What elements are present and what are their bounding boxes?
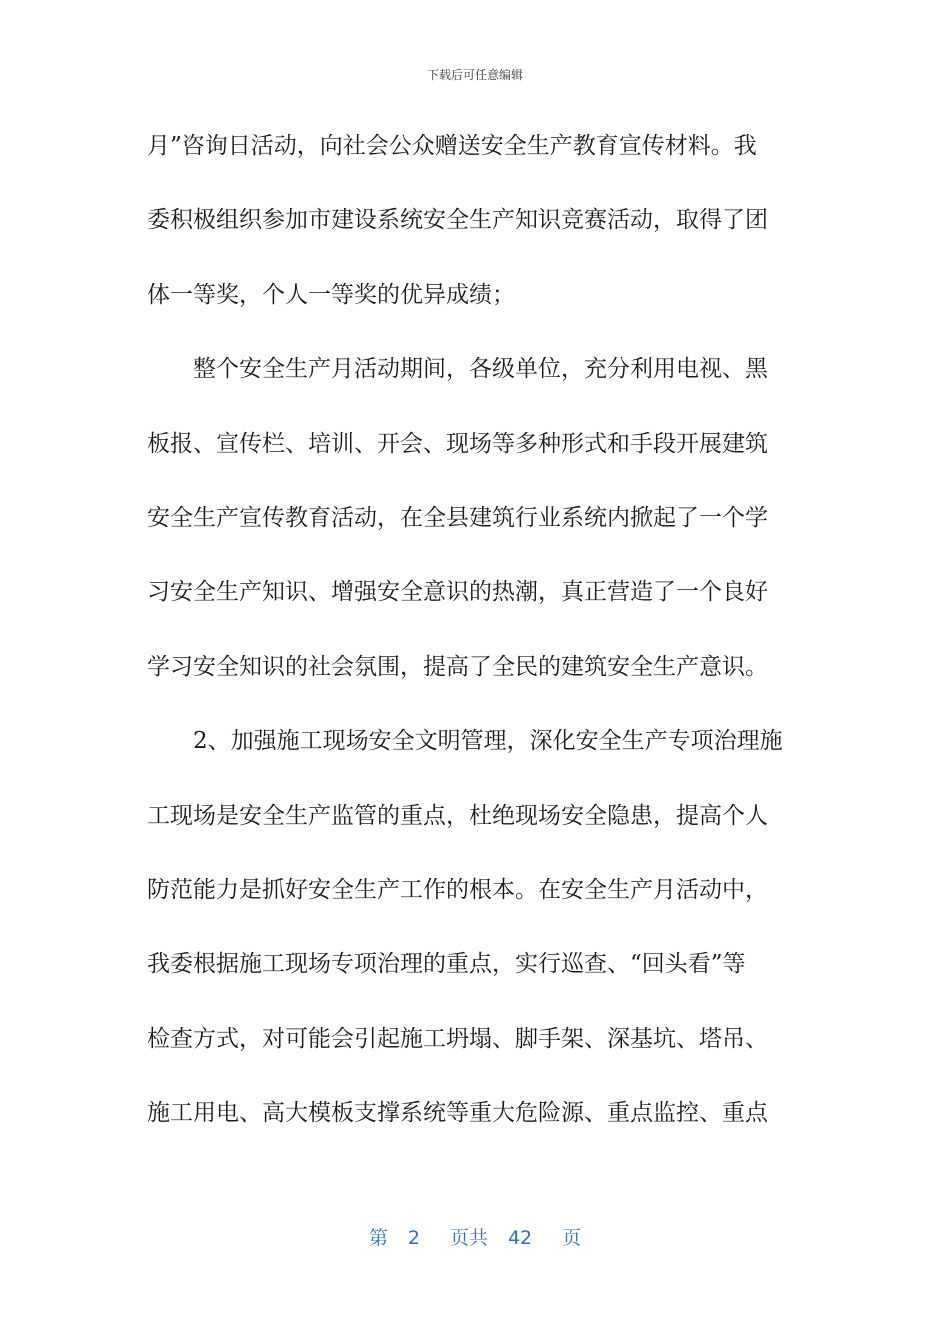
text-line-7: 习安全生产知识、增强安全意识的热潮，真正营造了一个良好 xyxy=(147,579,768,606)
text-line-10: 工现场是安全生产监管的重点，杜绝现场安全隐患，提高个人 xyxy=(147,802,768,829)
text-line-9: 2、加强施工现场安全文明管理，深化安全生产专项治理施 xyxy=(193,728,783,755)
page-header-note: 下载后可任意编辑 xyxy=(426,68,523,82)
text-line-11: 防范能力是抓好安全生产工作的根本。在安全生产月活动中， xyxy=(147,876,768,903)
text-line-12: 我委根据施工现场专项治理的重点，实行巡查、“回头看”等 xyxy=(147,951,746,978)
text-line-14: 施工用电、高大模板支撑系统等重大危险源、重点监控、重点 xyxy=(147,1100,768,1127)
text-line-1: 月”咨询日活动，向社会公众赠送安全生产教育宣传材料。我 xyxy=(147,133,757,159)
footer-total-pages: 42 xyxy=(507,1227,533,1249)
text-line-8: 学习安全知识的社会氛围，提高了全民的建筑安全生产意识。 xyxy=(147,653,768,680)
document-body xyxy=(147,120,807,1161)
text-line-2: 委积极组织参加市建设系统安全生产知识竞赛活动，取得了团 xyxy=(147,207,768,234)
text-line-6: 安全生产宣传教育活动，在全县建筑行业系统内掀起了一个学 xyxy=(147,504,768,531)
text-line-4: 整个安全生产月活动期间，各级单位，充分利用电视、黑 xyxy=(193,356,768,383)
footer-current-page: 2 xyxy=(407,1227,420,1249)
footer-prefix: 第 xyxy=(368,1227,388,1249)
text-line-5: 板报、宣传栏、培训、开会、现场等多种形式和手段开展建筑 xyxy=(147,430,768,457)
footer-suffix: 页 xyxy=(562,1227,582,1249)
footer-middle: 页共 xyxy=(449,1227,488,1249)
text-line-3: 体一等奖，个人一等奖的优异成绩； xyxy=(147,281,515,308)
page-footer xyxy=(0,1224,950,1252)
text-line-13: 检查方式，对可能会引起施工坍塌、脚手架、深基坑、塔吊、 xyxy=(147,1025,768,1052)
